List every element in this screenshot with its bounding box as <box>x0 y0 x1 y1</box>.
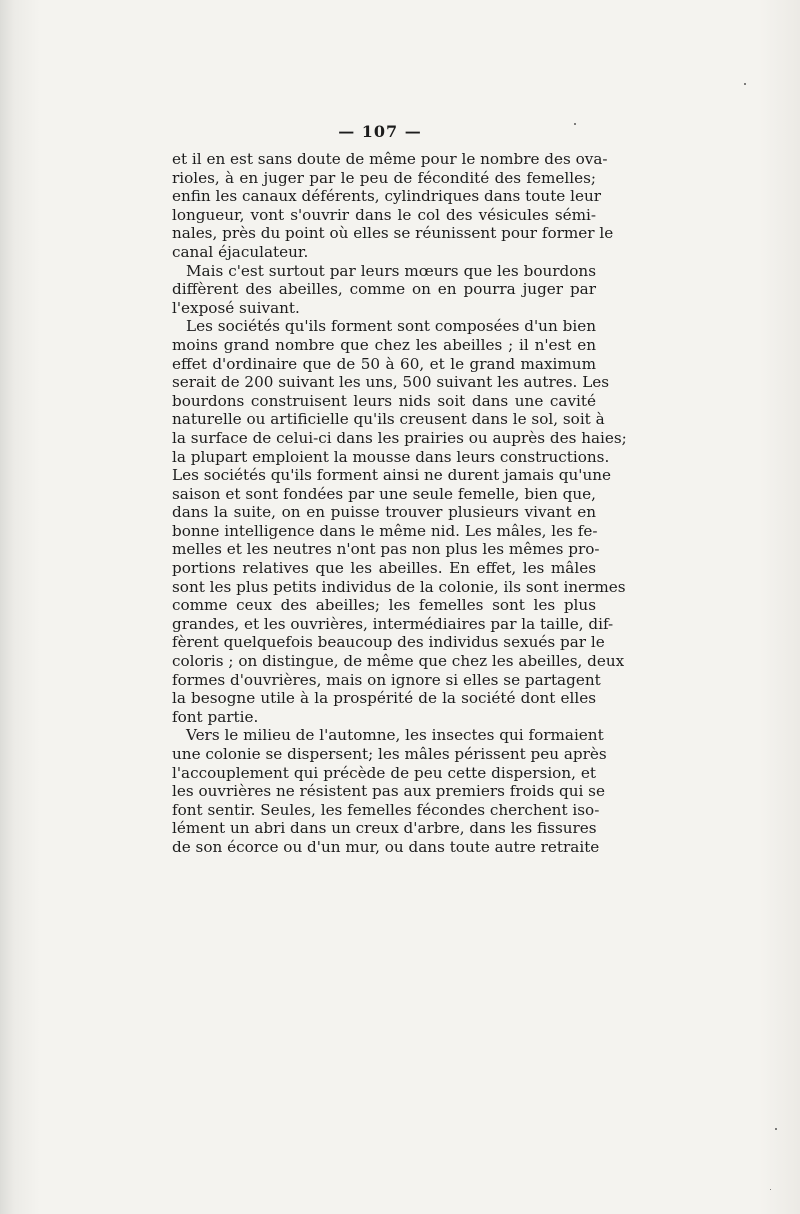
print-speck <box>574 123 576 125</box>
text-line: nales, près du point où elles se réunissent pour former le <box>172 224 614 243</box>
text-line: longueur, vont s'ouvrir dans le col des vésicules sémi- <box>172 205 596 224</box>
text-line: melles et les neutres n'ont pas non plus les mêmes pro- <box>172 540 600 559</box>
text-line: enfin les canaux déférents, cylindriques dans toute leur <box>172 187 601 206</box>
text-line: une colonie se dispersent; les mâles périssent peu après <box>172 745 607 763</box>
text-line: bonne intelligence dans le même nid. Les mâles, les fe- <box>172 521 598 540</box>
text-line: et il en est sans doute de même pour le nombre des ova- <box>172 150 608 168</box>
text-line: de son écorce ou d'un mur, ou dans toute autre retraite <box>172 837 600 856</box>
text-line: les ouvrières ne résistent pas aux premiers froids qui se <box>172 782 605 801</box>
text-line: Mais c'est surtout par leurs mœurs que les bourdons <box>186 261 596 280</box>
text-line: Vers le milieu de l'automne, les insectes qui formaient <box>186 726 604 745</box>
text-line: dans la suite, on en puisse trouver plusieurs vivant en <box>172 503 596 522</box>
text-line: rioles, à en juger par le peu de fécondité des femelles; <box>172 168 596 187</box>
text-line: naturelle ou artificielle qu'ils creusent dans le sol, soit à <box>172 410 605 429</box>
text-line: fèrent quelquefois beaucoup des individus sexués par le <box>172 633 605 652</box>
print-speck <box>775 1128 777 1130</box>
text-line: la surface de celui-ci dans les prairies ou auprès des haies; <box>172 428 627 447</box>
text-line: saison et sont fondées par une seule femelle, bien que, <box>172 484 596 503</box>
text-line: la plupart emploient la mousse dans leurs constructions. <box>172 447 610 466</box>
text-line: canal éjaculateur. <box>172 242 309 261</box>
page-number: — 107 — <box>338 122 422 141</box>
text-line: sont les plus petits individus de la colonie, ils sont inermes <box>172 577 626 596</box>
text-line: serait de 200 suivant les uns, 500 suivant les autres. Les <box>172 373 610 392</box>
text-line: grandes, et les ouvrières, intermédiaires par la taille, dif- <box>172 614 614 633</box>
text-line: comme ceux des abeilles; les femelles sont les plus <box>172 596 596 615</box>
print-speck <box>770 1189 771 1190</box>
text-line: Les sociétés qu'ils forment sont composées d'un bien <box>186 317 596 336</box>
text-line: bourdons construisent leurs nids soit dans une cavité <box>172 391 596 410</box>
text-line: l'accouplement qui précède de peu cette dispersion, et <box>172 763 596 782</box>
text-line: font sentir. Seules, les femelles fécondes cherchent iso- <box>172 800 600 819</box>
text-line: moins grand nombre que chez les abeilles ; il n'est en <box>172 335 596 354</box>
text-line: lément un abri dans un creux d'arbre, dans les fissures <box>172 819 597 838</box>
text-line: coloris ; on distingue, de même que chez les abeilles, deux <box>172 652 625 671</box>
text-line: effet d'ordinaire que de 50 à 60, et le grand maximum <box>172 354 596 373</box>
text-line: formes d'ouvrières, mais on ignore si elles se partagent <box>172 670 601 689</box>
text-line: font partie. <box>172 707 259 726</box>
print-speck <box>744 83 746 85</box>
text-line: diffèrent des abeilles, comme on en pourra juger par <box>172 280 596 299</box>
text-line: portions relatives que les abeilles. En effet, les mâles <box>172 559 596 578</box>
text-line: la besogne utile à la prospérité de la société dont elles <box>172 689 596 708</box>
text-line: Les sociétés qu'ils forment ainsi ne durent jamais qu'une <box>172 466 611 485</box>
body-text <box>172 150 627 857</box>
text-line: l'exposé suivant. <box>172 298 300 317</box>
